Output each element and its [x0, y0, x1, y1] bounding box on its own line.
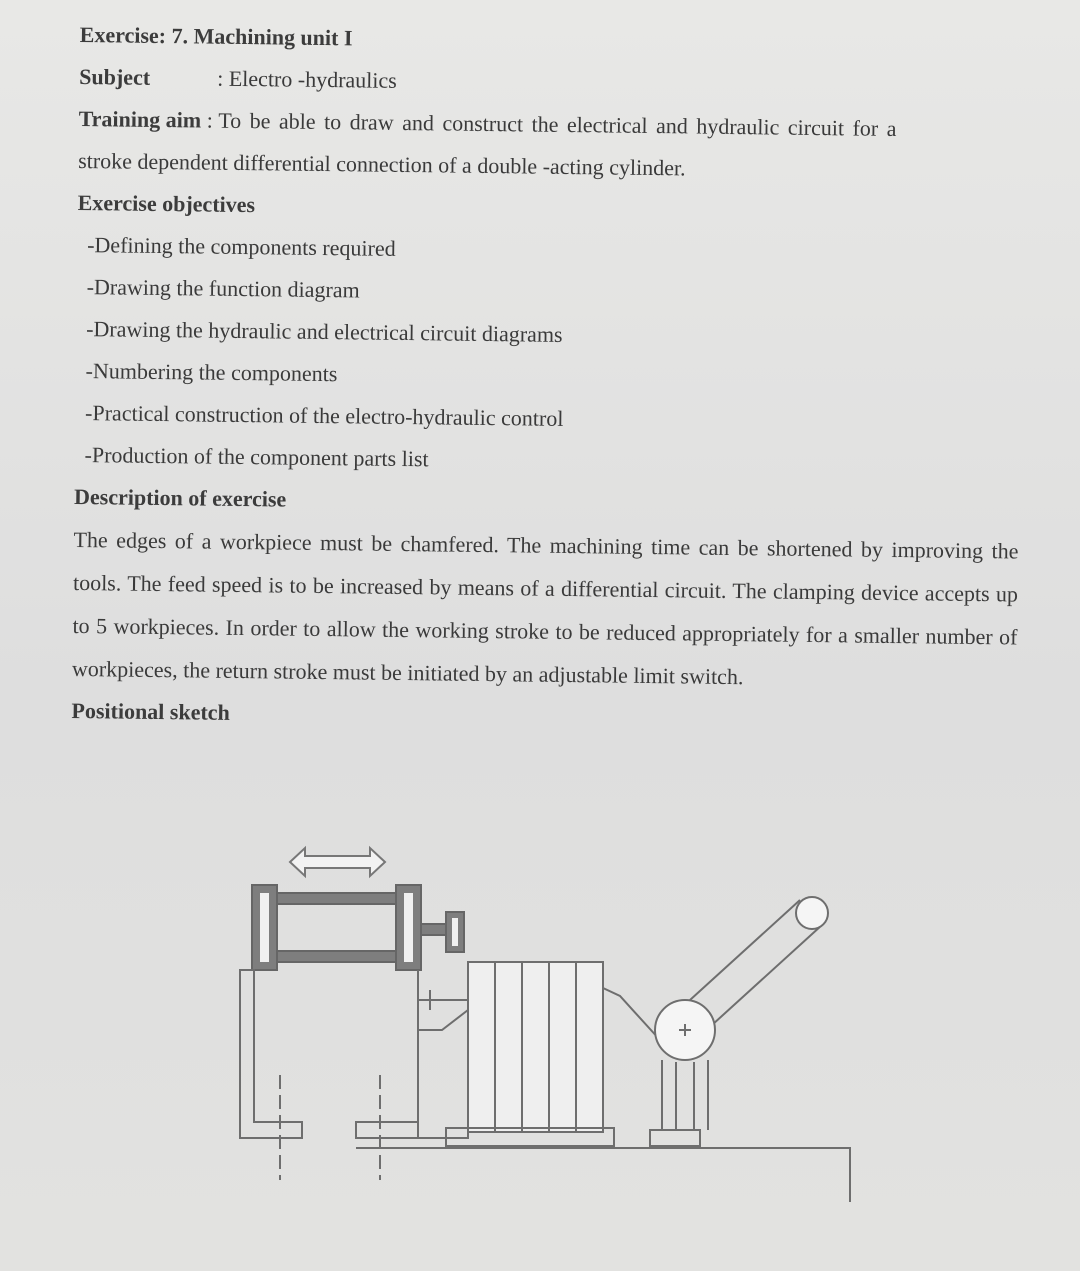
subject-value: : Electro -hydraulics: [217, 65, 397, 93]
training-aim-continuation: stroke dependent differential connection of a double -acting cylinder.: [78, 147, 686, 181]
workpieces: [468, 962, 603, 1132]
objective-item: -Drawing the hydraulic and electrical circuit diagrams: [86, 316, 563, 347]
stroke-direction-arrow: [290, 848, 385, 876]
objective-item: -Numbering the components: [85, 358, 338, 387]
machine-bed: [356, 1148, 850, 1202]
description-text: The edges of a workpiece must be chamfered. The machining time can be shortened by improving the tools. The feed speed is to be increased by means of a differential circuit. The clamping device accepts up to 5 workpieces. In order to allow the working stroke to be reduced appropriately for a smaller number of workpieces, the return stroke must be initiated by an adjustable limit switch.: [71, 526, 1019, 690]
training-aim-separator: :: [201, 107, 219, 133]
cylinder-mount: [240, 970, 302, 1138]
cutting-tool-arm: [655, 897, 828, 1130]
workpiece-contour: [603, 988, 660, 1040]
description-heading: Description of exercise: [73, 483, 287, 512]
objective-item: -Practical construction of the electro-hydraulic control: [84, 400, 564, 431]
exercise-title: Exercise: 7. Machining unit I: [79, 21, 353, 51]
support-block: [356, 1122, 418, 1138]
training-aim-text: To be able to draw and construct the electrical and hydraulic circuit for a: [218, 107, 897, 141]
objective-item: -Drawing the function diagram: [86, 274, 360, 303]
clamp-jaw: [418, 970, 468, 1138]
objectives-heading: Exercise objectives: [77, 189, 256, 218]
support-block: [650, 1130, 700, 1146]
sketch-heading: Positional sketch: [71, 697, 230, 725]
limit-switch-markers: [280, 1075, 380, 1180]
objective-item: -Production of the component parts list: [84, 442, 429, 472]
objective-item: -Defining the components required: [87, 232, 396, 261]
subject-label: Subject: [79, 63, 151, 90]
hydraulic-cylinder: [252, 885, 464, 970]
training-aim-label: Training aim: [78, 105, 202, 133]
